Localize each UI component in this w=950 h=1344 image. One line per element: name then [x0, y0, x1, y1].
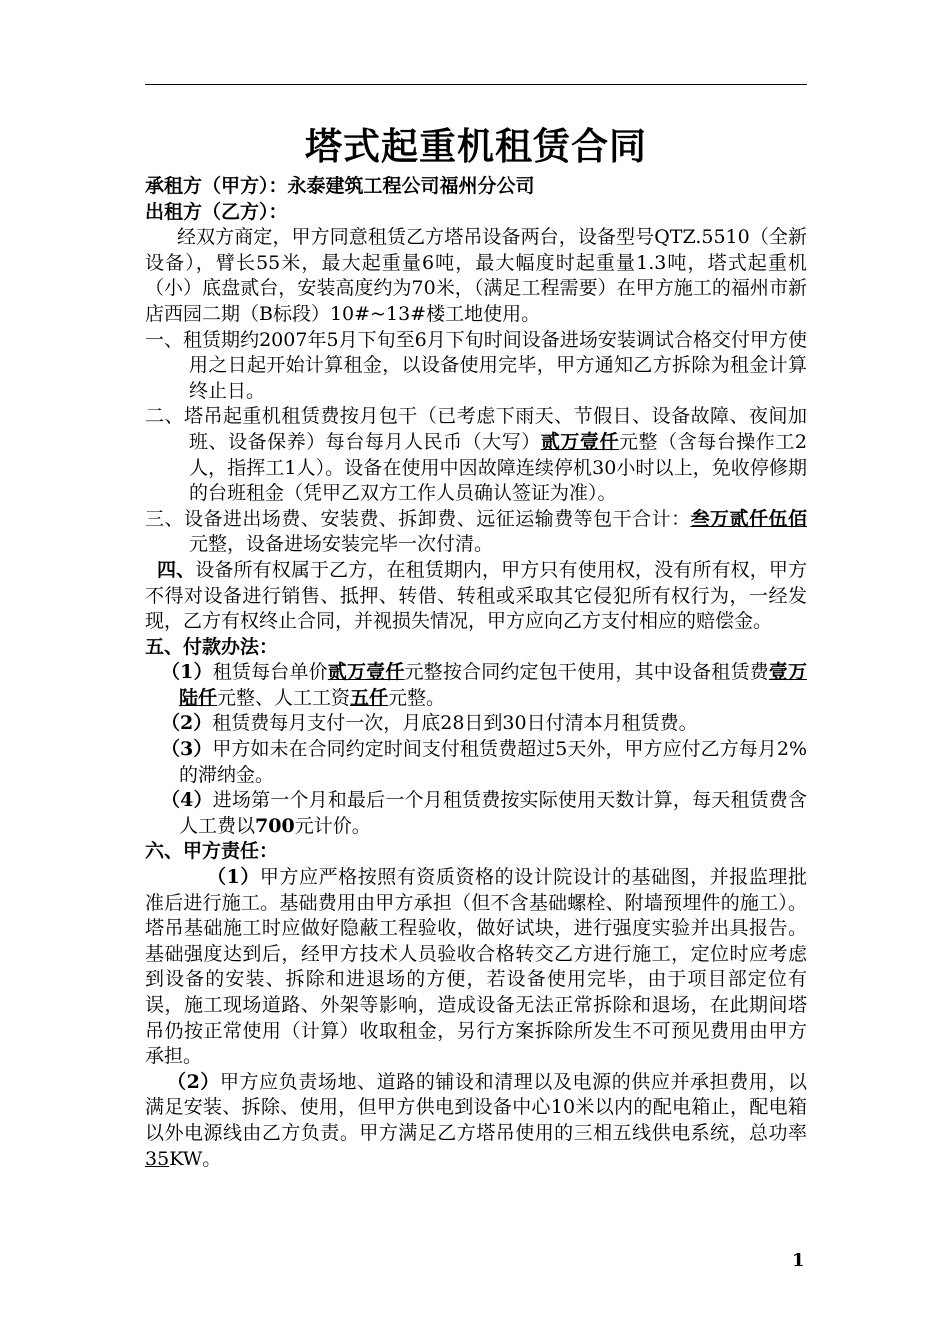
clause-6-item-2: （2）甲方应负责场地、道路的铺设和清理以及电源的供应并承担费用，以满足安装、拆除、使用，但甲方供电到设备中心10米以内的配电箱止，配电箱以外电源线由乙方负责。甲方满足乙方塔吊使用的三相五线供电系统，总功率35KW。 [145, 1070, 807, 1170]
clause-1: 一、租赁期约2007年5月下旬至6月下旬时间设备进场安装调试合格交付甲方使用之日起开始计算租金，以设备使用完毕，甲方通知乙方拆除为租金计算终止日。 [145, 328, 807, 402]
clause-6-heading: 六、甲方责任： [145, 840, 279, 863]
clause-5-item-4: （4）进场第一个月和最后一个月租赁费按实际使用天数计算，每天租赁费含人工费以700元计价。 [161, 789, 807, 837]
clause-5-item-3: （3）甲方如未在合同约定时间支付租赁费超过5天外，甲方应付乙方每月2%的滞纳金。 [161, 738, 807, 786]
installation-fee-amount: 叁万贰仟伍佰 [690, 507, 807, 530]
clause-4: 四、设备所有权属于乙方，在租赁期内，甲方只有使用权，没有所有权，甲方不得对设备进行销售、抵押、转借、转租或采取其它侵犯所有权行为，一经发现，乙方有权终止合同，并视损失情况，甲方应向乙方支付相应的赔偿金。 [145, 558, 807, 633]
clause-2: 二、塔吊起重机租赁费按月包干（已考虑下雨天、节假日、设备故障、夜间加班、设备保养）每台每月人民币（大写）贰万壹仟元整（含每台操作工2人，指挥工1人）。设备在使用中因故障连续停机30小时以上，免收停修期的台班租金（凭甲乙双方工作人员确认签证为准）。 [145, 405, 807, 505]
lessee-label: 承租方（甲方）： [145, 175, 288, 197]
lessor-line: 出租方（乙方）： [145, 200, 288, 223]
clause-5-item-1: （1）租赁每台单价贰万壹仟元整按合同约定包干使用，其中设备租赁费壹万陆仟元整、人工工资五仟元整。 [161, 661, 807, 709]
daily-rate-amount: 700 [255, 814, 295, 837]
monthly-rent-amount: 贰万壹仟 [540, 430, 619, 453]
intro-paragraph: 经双方商定，甲方同意租赁乙方塔吊设备两台，设备型号QTZ.5510（全新设备），臂长55米，最大起重量6吨，最大幅度时起重量1.3吨，塔式起重机（小）底盘贰台，安装高度约为70米，（满足工程需要）在甲方施工的福州市新店西园二期（B标段）10#~13#楼工地使用。 [145, 226, 807, 325]
page-number: 1 [792, 1250, 805, 1271]
clause-5-item-2: （2）租赁费每月支付一次，月底28日到30日付清本月租赁费。 [161, 712, 698, 735]
unit-price-amount: 贰万壹仟 [327, 661, 405, 684]
clause-5-heading: 五、付款办法： [145, 635, 279, 658]
clause-6-item-1: （1）甲方应严格按照有资质资格的设计院设计的基础图，并报监理批准后进行施工。基础费用由甲方承担（但不含基础螺栓、附墙预埋件的施工）。塔吊基础施工时应做好隐蔽工程验收，做好试块，进行强度实验并出具报告。基础强度达到后，经甲方技术人员验收合格转交乙方进行施工，定位时应考虑到设备的安装、拆除和进退场的方便，若设备使用完毕，由于项目部定位有误，施工现场道路、外架等影响，造成设备无法正常拆除和退场，在此期间塔吊仍按正常使用（计算）收取租金，另行方案拆除所发生不可预见费用由甲方承担。 [145, 866, 807, 1068]
lessee-line [145, 174, 807, 200]
header-rule [145, 84, 807, 85]
clause-3: 三、设备进出场费、安装费、拆卸费、远征运输费等包干合计：叁万贰仟伍佰元整，设备进场安装完毕一次付清。 [145, 507, 807, 556]
equipment-rent-amount: 壹万陆仟 [179, 661, 807, 709]
contract-title: 塔式起重机租赁合同 [305, 124, 647, 168]
contract-page [145, 118, 807, 1172]
total-power-value: 35 [145, 1147, 170, 1170]
labor-wage-amount: 五仟 [350, 686, 389, 709]
lessee-name: 永泰建筑工程公司福州分公司 [287, 175, 535, 197]
